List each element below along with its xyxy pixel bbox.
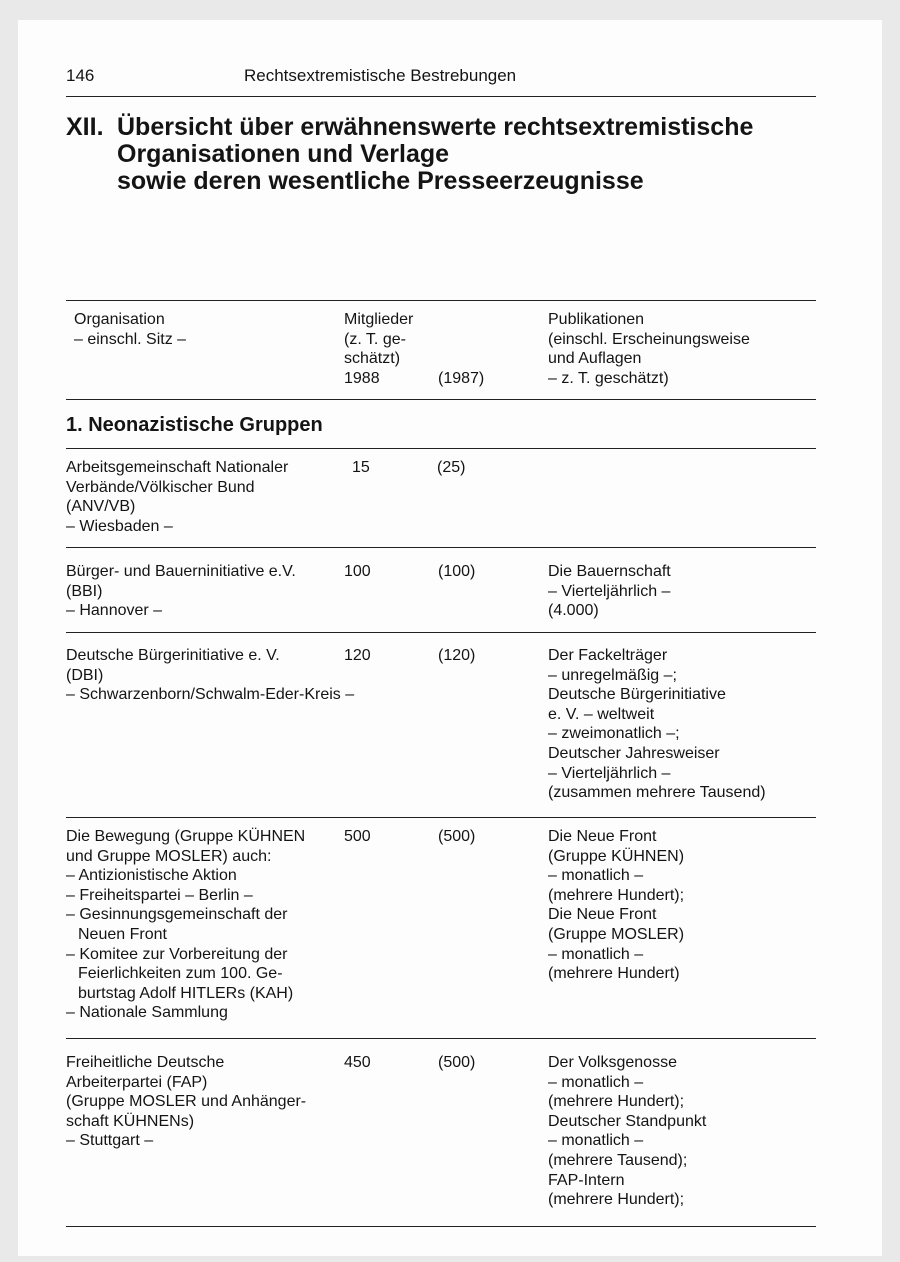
header-members-line: schätzt) — [344, 350, 401, 367]
row-rule — [66, 547, 816, 548]
header-publications-line: – z. T. geschätzt) — [548, 369, 669, 387]
publication-line: – Vierteljährlich – — [548, 582, 671, 600]
row-rule — [66, 1038, 816, 1039]
header-members — [344, 310, 413, 388]
page-number: 146 — [66, 66, 95, 85]
row-2-members-1987: (100) — [438, 563, 476, 580]
organisation-line: – Freiheitspartei – Berlin – — [66, 886, 253, 904]
publication-line: – unregelmäßig –; — [548, 666, 677, 684]
row-3-members-1988: 120 — [344, 647, 371, 664]
publication-line: e. V. – weltweit — [548, 705, 655, 723]
header-year-1987: (1987) — [438, 369, 485, 387]
row-3-publications — [548, 646, 766, 803]
publication-line: – monatlich – — [548, 1073, 644, 1091]
organisation-line: – Nationale Sammlung — [66, 1004, 228, 1022]
row-4-members-1987: (500) — [438, 828, 476, 845]
organisation-line: Neuen Front — [78, 925, 167, 943]
header-organisation-line: Organisation — [74, 311, 165, 328]
publication-line: – Vierteljährlich – — [548, 764, 671, 782]
organisation-line: – Komitee zur Vorbereitung der — [66, 945, 288, 963]
publication-line: Deutscher Jahresweiser — [548, 744, 720, 762]
organisation-line: Verbände/Völkischer Bund — [66, 478, 255, 496]
row-3-organisation — [66, 646, 354, 705]
organisation-line: schaft KÜHNENs) — [66, 1112, 195, 1130]
row-5-organisation — [66, 1053, 306, 1151]
publication-line: – monatlich – — [548, 945, 644, 963]
row-2-members-1988: 100 — [344, 563, 371, 580]
organisation-line: Arbeitsgemeinschaft Nationaler — [66, 459, 289, 476]
publication-line: (4.000) — [548, 602, 599, 620]
row-4-members-1988: 500 — [344, 828, 371, 845]
organisation-line: – Schwarzenborn/Schwalm-Eder-Kreis – — [66, 686, 355, 704]
organisation-line: Die Bewegung (Gruppe KÜHNEN — [66, 828, 306, 845]
organisation-line: (BBI) — [66, 582, 103, 600]
publication-line: (mehrere Hundert) — [548, 965, 680, 983]
section-rule — [66, 448, 816, 449]
publication-line: Deutsche Bürgerinitiative — [548, 686, 726, 704]
publication-line: (mehrere Tausend); — [548, 1151, 688, 1169]
publication-line: FAP-Intern — [548, 1171, 625, 1189]
organisation-line: (DBI) — [66, 666, 104, 684]
chapter-title-line: Übersicht über erwähnenswerte rechtsextremistische — [117, 113, 754, 141]
header-members-line: Mitglieder — [344, 311, 414, 328]
publication-line: – monatlich – — [548, 867, 644, 885]
header-publications-line: und Auflagen — [548, 350, 642, 367]
running-head-title: Rechtsextremistische Bestrebungen — [244, 66, 517, 85]
row-2-organisation — [66, 562, 296, 621]
publication-line: – monatlich – — [548, 1132, 644, 1150]
publication-line: Die Neue Front — [548, 906, 657, 924]
organisation-line: – Gesinnungsgemeinschaft der — [66, 906, 288, 924]
row-1-members-1987: (25) — [437, 459, 466, 476]
row-3-members-1987: (120) — [438, 647, 476, 664]
row-5-members-1988: 450 — [344, 1054, 371, 1071]
row-rule — [66, 817, 816, 818]
chapter-title-line: sowie deren wesentliche Presseerzeugnisse — [117, 167, 644, 195]
header-year-1988: 1988 — [344, 369, 380, 387]
organisation-line: (ANV/VB) — [66, 498, 136, 516]
organisation-line: – Antizionistische Aktion — [66, 867, 237, 885]
organisation-line: und Gruppe MOSLER) auch: — [66, 847, 272, 865]
organisation-line: – Hannover – — [66, 602, 163, 620]
row-2-publications — [548, 562, 671, 621]
organisation-line: (Gruppe MOSLER und Anhänger- — [66, 1093, 307, 1111]
table-top-rule — [66, 300, 816, 301]
row-4-organisation — [66, 827, 305, 1023]
organisation-line: Freiheitliche Deutsche — [66, 1054, 225, 1071]
publication-line: Der Fackelträger — [548, 647, 668, 664]
running-head — [66, 66, 816, 97]
organisation-line: – Stuttgart – — [66, 1132, 154, 1150]
header-publications-line: (einschl. Erscheinungsweise — [548, 330, 750, 348]
organisation-line: Bürger- und Bauerninitiative e.V. — [66, 563, 296, 580]
publication-line: Deutscher Standpunkt — [548, 1112, 707, 1130]
row-rule — [66, 632, 816, 633]
organisation-line: Deutsche Bürgerinitiative e. V. — [66, 647, 280, 664]
publication-line: – zweimonatlich –; — [548, 725, 680, 743]
header-bottom-rule — [66, 399, 816, 400]
publication-line: (mehrere Hundert); — [548, 1093, 685, 1111]
organisation-line: – Wiesbaden – — [66, 517, 173, 535]
publication-line: (mehrere Hundert); — [548, 1191, 685, 1209]
row-5-publications — [548, 1053, 706, 1210]
chapter-title-line: Organisationen und Verlage — [117, 140, 450, 168]
organisation-line: burtstag Adolf HITLERs (KAH) — [78, 984, 294, 1002]
header-members-line: (z. T. ge- — [344, 330, 406, 348]
header-publications-line: Publikationen — [548, 311, 645, 328]
row-5-members-1987: (500) — [438, 1054, 476, 1071]
header-organisation — [74, 310, 186, 349]
table-bottom-rule — [66, 1226, 816, 1227]
row-4-publications — [548, 827, 684, 984]
organisation-line: Feierlichkeiten zum 100. Ge- — [78, 965, 283, 983]
row-1-members-1988: 15 — [352, 459, 370, 476]
publication-line: Die Bauernschaft — [548, 563, 671, 580]
header-publications — [548, 310, 750, 388]
section-title: 1. Neonazistische Gruppen — [66, 414, 323, 436]
publication-line: Der Volksgenosse — [548, 1054, 677, 1071]
organisation-line: Arbeiterpartei (FAP) — [66, 1073, 208, 1091]
publication-line: (Gruppe KÜHNEN) — [548, 847, 685, 865]
chapter-numeral: XII. — [66, 113, 104, 141]
row-1-organisation — [66, 458, 288, 536]
publication-line: (mehrere Hundert); — [548, 886, 685, 904]
publication-line: (Gruppe MOSLER) — [548, 925, 685, 943]
publication-line: (zusammen mehrere Tausend) — [548, 784, 766, 802]
publication-line: Die Neue Front — [548, 828, 657, 845]
header-organisation-line: – einschl. Sitz – — [74, 330, 187, 348]
